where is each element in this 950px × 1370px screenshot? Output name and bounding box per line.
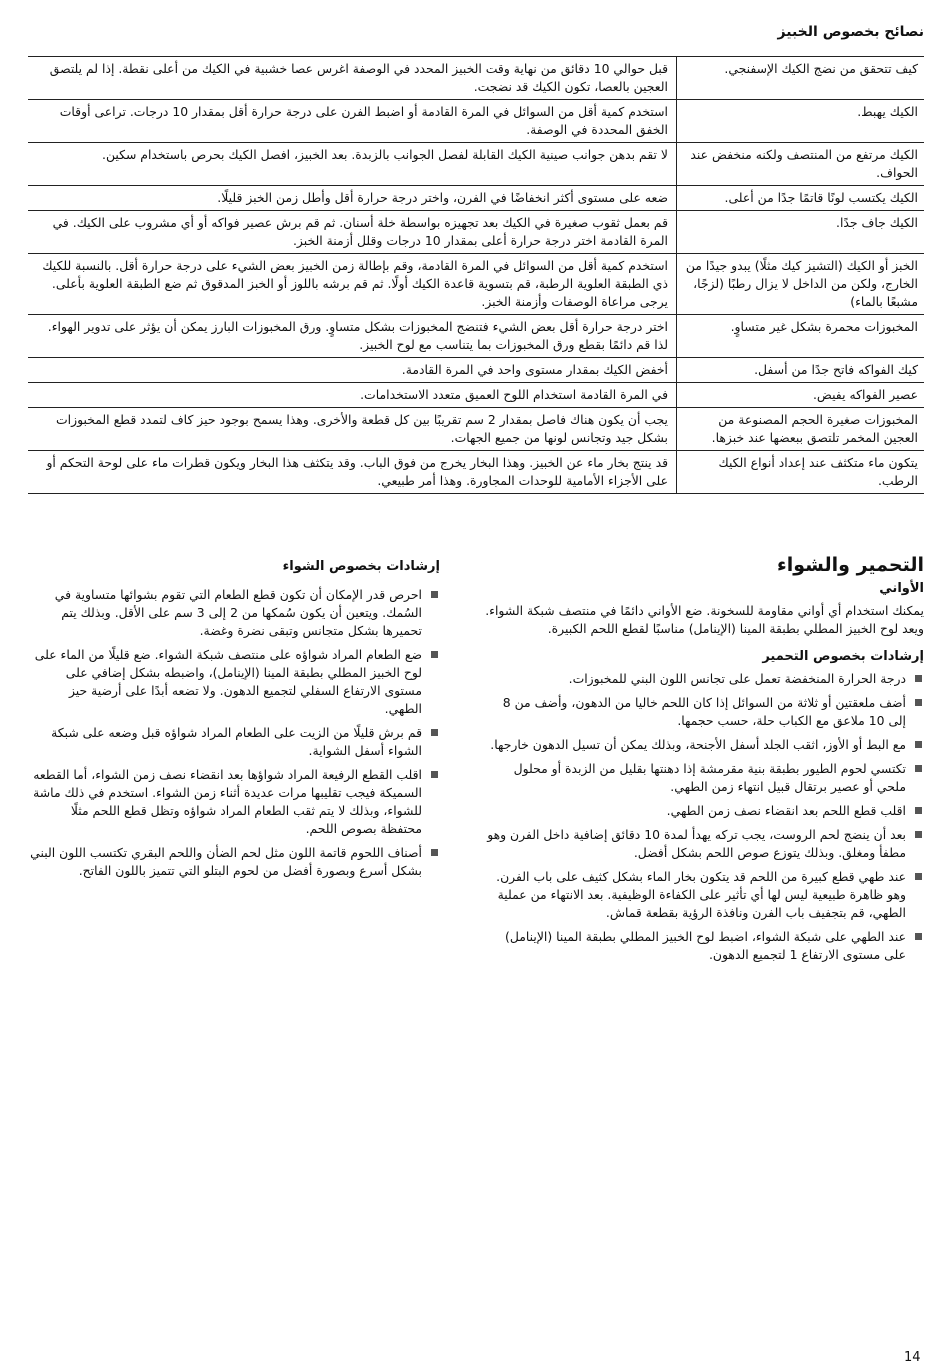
table-row xyxy=(28,254,924,315)
bullet-square-icon xyxy=(431,849,438,856)
cookware-text: يمكنك استخدام أي أواني مقاومة للسخونة. ضع الأواني دائمًا في منتصف شبكة الشواء. ويعد لوح الخبيز المطلي بطبقة المينا (الإينامل) مناسبًا لقطع اللحم الكبيرة. xyxy=(485,603,924,636)
solution-cell: استخدم كمية أقل من السوائل في المرة القادمة، وقم بإطالة زمن الخبيز بعض الشيء على درجة حرارة أقل. بالنسبة للكيك ذي الطبقة العلوية الرطبة، قم بتسوية قاعدة الكيك أولًا. ثم قم برشه باللوز أو الخبز المدقوق ثم ضع الطبقة العلوية بأعلى. يرجى مراعاة الوصفات وأزمنة الخبز. xyxy=(28,254,677,315)
problem-cell: المخبوزات صغيرة الحجم المصنوعة من العجين المخمر تلتصق ببعضها عند خبزها. xyxy=(677,408,925,451)
solution-cell: اختر درجة حرارة أقل بعض الشيء فتنضج المخبوزات بشكل متساوٍ. ورق المخبوزات البارز يمكن أن يؤثر على تدوير الهواء. لذا قم دائمًا بقطع ورق المخبوزات بما يتناسب مع لوح الخبيز. xyxy=(28,315,677,358)
table-row xyxy=(28,315,924,358)
bullet-square-icon xyxy=(915,675,922,682)
problem-cell: يتكون ماء متكثف عند إعداد أنواع الكيك الرطب. xyxy=(677,451,925,494)
problem-cell: الكيك جاف جدًا. xyxy=(677,211,925,254)
problem-cell: الكيك يكتسب لونًا قاتمًا جدًا من أعلى. xyxy=(677,186,925,211)
list-item xyxy=(28,844,440,880)
list-item-text: عند طهي قطع كبيرة من اللحم قد يتكون بخار الماء بشكل كثيف على باب الفرن. وهو ظاهرة طبيعية ليس لها أي تأثير على الكفاءة الوظيفية. بعد الانتهاء من عملية الطهي، قم بتجفيف باب الفرن ونافذة الرؤية بقطعة قماش. xyxy=(496,869,906,920)
bullet-square-icon xyxy=(431,591,438,598)
baking-tips-body xyxy=(28,57,924,494)
problem-cell: كيف تتحقق من نضج الكيك الإسفنجي. xyxy=(677,57,925,100)
list-item-text: أصناف اللحوم قاتمة اللون مثل لحم الضأن واللحم البقري تكتسب اللون البني بشكل أسرع وبصورة أفضل من لحوم البتلو التي تتميز باللون الفاتح. xyxy=(30,845,422,878)
solution-cell: ضعه على مستوى أكثر انخفاضًا في الفرن، واختر درجة حرارة أقل وأطل زمن الخبز قليلًا. xyxy=(28,186,677,211)
bullet-square-icon xyxy=(431,729,438,736)
list-item-text: احرص قدر الإمكان أن تكون قطع الطعام التي تقوم بشوائها متساوية في السُمك. ويتعين أن يكون سُمكها من 2 إلى 3 سم على الأقل. وبذلك يتم تحميرها بشكل متجانس وتبقى نضرة وغضة. xyxy=(54,587,422,638)
table-row xyxy=(28,358,924,383)
list-item-text: عند الطهي على شبكة الشواء، اضبط لوح الخبيز المطلي بطبقة المينا (الإينامل) على مستوى الارتفاع 1 لتجميع الدهون. xyxy=(505,929,906,962)
solution-cell: يجب أن يكون هناك فاصل بمقدار 2 سم تقريبًا بين كل قطعة والأخرى. وهذا يسمح بوجود حيز كاف لتمدد قطع المخبوزات بشكل جيد وتجانس لونها من جميع الجهات. xyxy=(28,408,677,451)
list-item xyxy=(28,724,440,760)
roasting-title: التحمير والشواء xyxy=(777,554,924,576)
roast-tips-title: إرشادات بخصوص التحمير xyxy=(762,649,924,664)
list-item-text: أضف ملعقتين أو ثلاثة من السوائل إذا كان اللحم خاليا من الدهون، وأضف من 8 إلى 10 ملاعق مع الكباب حلة، حسب حجمها. xyxy=(502,695,906,728)
solution-cell: قم بعمل ثقوب صغيرة في الكيك بعد تجهيزه بواسطة خلة أسنان. ثم قم برش عصير فواكه أو أي مشروب على الكيك. في المرة القادمة اختر درجة حرارة أعلى بمقدار 10 درجات وقلل أزمنة الخبز. xyxy=(28,211,677,254)
solution-cell: لا تقم بدهن جوانب صينية الكيك القابلة لفصل الجوانب بالزبدة. بعد الخبيز، افصل الكيك بحرص باستخدام سكين. xyxy=(28,143,677,186)
grilling-column xyxy=(28,556,440,886)
table-row xyxy=(28,186,924,211)
problem-cell: عصير الفواكه يفيض. xyxy=(677,383,925,408)
table-row xyxy=(28,100,924,143)
list-item xyxy=(484,694,924,730)
table-row xyxy=(28,408,924,451)
problem-cell: الكيك يهبط. xyxy=(677,100,925,143)
solution-cell: أخفض الكيك بمقدار مستوى واحد في المرة القادمة. xyxy=(28,358,677,383)
solution-cell: في المرة القادمة استخدام اللوح العميق متعدد الاستخدامات. xyxy=(28,383,677,408)
list-item-text: ضع الطعام المراد شواؤه على منتصف شبكة الشواء. ضع قليلًا من الماء على لوح الخبيز المطلي بطبقة المينا (الإينامل)، واضبطه بشكل إضافي على مستوى الارتفاع السفلي لتجميع الدهون. ولا تضعه أبدًا على أرضية حيز الطهي. xyxy=(34,647,422,716)
page-number: 14 xyxy=(904,1350,921,1365)
list-item xyxy=(484,736,924,754)
list-item xyxy=(484,928,924,964)
table-row xyxy=(28,211,924,254)
bullet-square-icon xyxy=(915,933,922,940)
roast-tips-list xyxy=(484,670,924,964)
table-row xyxy=(28,383,924,408)
bullet-square-icon xyxy=(915,873,922,880)
table-row xyxy=(28,57,924,100)
problem-cell: المخبوزات محمرة بشكل غير متساوٍ. xyxy=(677,315,925,358)
problem-cell: الخبز أو الكيك (التشيز كيك مثلًا) يبدو جيدًا من الخارج، ولكن من الداخل لا يزال رطبًا (لزجًا، مشبعًا بالماء) xyxy=(677,254,925,315)
solution-cell: قد ينتج بخار ماء عن الخبيز. وهذا البخار يخرج من فوق الباب. وقد يتكثف هذا البخار ويكون قطرات ماء على لوحة التحكم أو على الأجزاء الأمامية للوحدات المجاورة. وهذا أمر طبيعي. xyxy=(28,451,677,494)
bullet-square-icon xyxy=(431,771,438,778)
list-item xyxy=(484,760,924,796)
baking-tips-title: نصائح بخصوص الخبيز xyxy=(777,24,924,40)
list-item-text: تكتسي لحوم الطيور بطبقة بنية مقرمشة إذا دهنتها بقليل من الزبدة أو محلول ملحي أو عصير برتقال قبيل انتهاء زمن الطهي. xyxy=(513,761,906,794)
list-item xyxy=(484,868,924,922)
baking-tips-table xyxy=(28,56,924,494)
bullet-square-icon xyxy=(915,807,922,814)
bullet-square-icon xyxy=(915,831,922,838)
grilling-title: إرشادات بخصوص الشواء xyxy=(282,559,440,574)
bullet-square-icon xyxy=(915,741,922,748)
list-item-text: درجة الحرارة المنخفضة تعمل على تجانس اللون البني للمخبوزات. xyxy=(568,671,906,686)
table-row xyxy=(28,451,924,494)
list-item-text: قم برش قليلًا من الزيت على الطعام المراد شواؤه قبل وضعه على شبكة الشواء أسفل الشواية. xyxy=(51,725,422,758)
list-item xyxy=(484,802,924,820)
list-item-text: اقلب قطع اللحم بعد انقضاء نصف زمن الطهي. xyxy=(666,803,906,818)
list-item xyxy=(28,766,440,838)
cookware-title: الأواني xyxy=(879,581,924,596)
grilling-tips-list xyxy=(28,586,440,880)
bullet-square-icon xyxy=(915,699,922,706)
bullet-square-icon xyxy=(431,651,438,658)
bullet-square-icon xyxy=(915,765,922,772)
list-item-text: اقلب القطع الرفيعة المراد شواؤها بعد انقضاء نصف زمن الشواء، أما القطعه السميكة فيجب تقليبها مرات عديدة أثناء زمن الشواء. استخدم في ذلك ماشة للشواء، وبذلك لا يتم ثقب الطعام المراد شواؤه وتظل قطع اللحم مثلًا محتفظة بصوص اللحم. xyxy=(33,767,422,836)
list-item xyxy=(484,670,924,688)
problem-cell: كيك الفواكه فاتح جدًا من أسفل. xyxy=(677,358,925,383)
problem-cell: الكيك مرتفع من المنتصف ولكنه منخفض عند الحواف. xyxy=(677,143,925,186)
solution-cell: قبل حوالي 10 دقائق من نهاية وقت الخبيز المحدد في الوصفة اغرس عصا خشبية في الكيك من أعلى نقطة. إذا لم يلتصق العجين بالعصا، تكون الكيك قد نضجت. xyxy=(28,57,677,100)
list-item xyxy=(484,826,924,862)
list-item-text: بعد أن ينضج لحم الروست، يجب تركه يهدأ لمدة 10 دقائق إضافية داخل الفرن وهو مطفأ ومغلق. وبذلك يتوزع صوص اللحم بشكل أفضل. xyxy=(487,827,906,860)
list-item-text: مع البط أو الأوز، اثقب الجلد أسفل الأجنحة، وبذلك يمكن أن تسيل الدهون خارجها. xyxy=(490,737,906,752)
list-item xyxy=(28,646,440,718)
solution-cell: استخدم كمية أقل من السوائل في المرة القادمة أو اضبط الفرن على درجة حرارة أقل بمقدار 10 درجات. تراعى أوقات الخفق المحددة في الوصفة. xyxy=(28,100,677,143)
roasting-column xyxy=(484,556,924,970)
list-item xyxy=(28,586,440,640)
table-row xyxy=(28,143,924,186)
